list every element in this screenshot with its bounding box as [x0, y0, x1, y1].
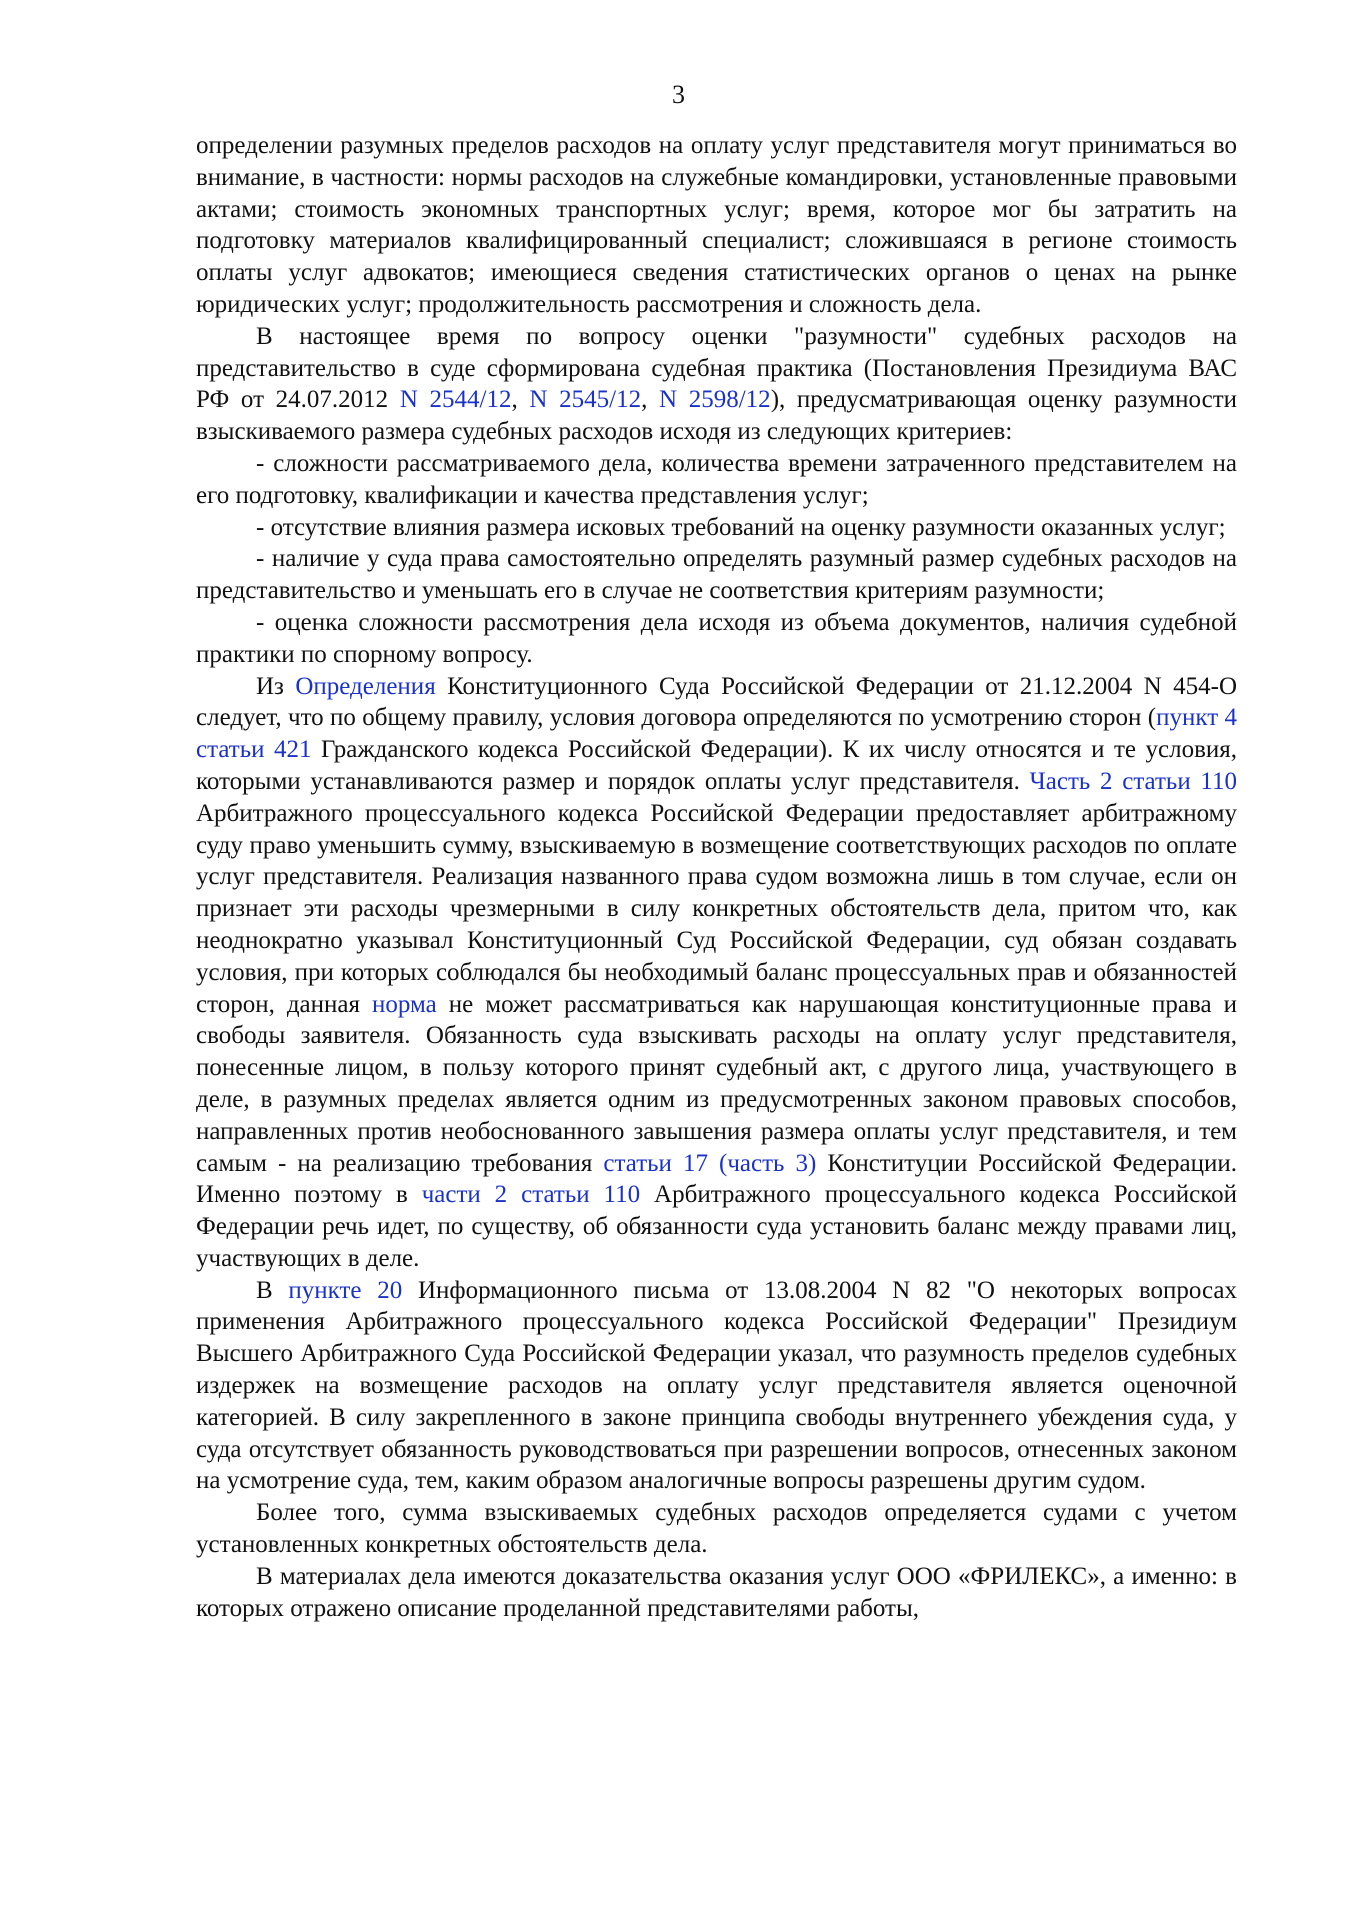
paragraph-text: - отсутствие влияния размера исковых требований на оценку разумности оказанных услуг;	[256, 513, 1226, 541]
paragraph-text: не может рассматриваться как нарушающая конституционные права и свободы заявителя. Обязанность суда взыскивать расходы на оплату услуг представителя, понесенные лицом, в пользу которого принят судебный акт, с другого лица, участвующего в деле, в разумных пределах является одним из предусмотренных законом правовых способов, направленных против необоснованного завышения размера оплаты услуг представителя, и тем самым - на реализацию требования	[196, 990, 1237, 1177]
paragraph-text: Конституционного Суда Российской Федерации от 21.12.2004 N 454-О следует, что по общему правилу, условия договора определяются по усмотрению сторон (	[196, 672, 1237, 732]
paragraph-text: Конституции Российской Федерации. Именно поэтому в	[196, 1149, 1237, 1209]
paragraph-p2	[196, 321, 1237, 448]
paragraph-text: ,	[641, 386, 660, 414]
paragraph-text: В материалах дела имеются доказательства оказания услуг ООО «ФРИЛЕКС», а именно: в которых отражено описание проделанной представителями работы,	[196, 1562, 1237, 1622]
paragraph-p8	[196, 1275, 1237, 1498]
legal-reference-link[interactable]: Часть 2 статьи 110	[1029, 767, 1237, 795]
paragraph-text: Гражданского кодекса Российской Федерации). К их числу относятся и те условия, которыми устанавливаются размер и порядок оплаты услуг представителя.	[196, 736, 1237, 795]
paragraph-p4	[196, 512, 1237, 544]
paragraph-text: - сложности рассматриваемого дела, количества времени затраченного представителем на его подготовку, квалификации и качества представления услуг;	[196, 449, 1237, 509]
paragraph-text: Информационного письма от 13.08.2004 N 82 "О некоторых вопросах применения Арбитражного процессуального кодекса Российской Федерации" Президиум Высшего Арбитражного Суда Российской Федерации указал, что разумность пределов судебных издержек на возмещение расходов на оплату услуг представителя является оценочной категорией. В силу закрепленного в законе принципа свободы внутреннего убеждения суда, у суда отсутствует обязанность руководствоваться при разрешении вопросов, отнесенных законом на усмотрение суда, тем, каким образом аналогичные вопросы разрешены другим судом.	[196, 1276, 1237, 1495]
paragraph-p9	[196, 1497, 1237, 1561]
legal-reference-link[interactable]: N 2544/12	[399, 386, 512, 414]
paragraph-text: ,	[511, 386, 530, 414]
paragraph-p7	[196, 671, 1237, 1275]
legal-reference-link[interactable]: статьи 17 (часть 3)	[603, 1149, 817, 1177]
paragraph-text: Арбитражного процессуального кодекса Российской Федерации предоставляет арбитражному суду право уменьшить сумму, взыскиваемую в возмещение соответствующих расходов по оплате услуг представителя. Реализация названного права судом возможна лишь в том случае, если он признает эти расходы чрезмерными в силу конкретных обстоятельств дела, притом что, как неоднократно указывал Конституционный Суд Российской Федерации, суд обязан создавать условия, при которых соблюдался бы необходимый баланс процессуальных прав и обязанностей сторон, данная	[196, 799, 1237, 1018]
paragraph-p10	[196, 1561, 1237, 1625]
legal-reference-link[interactable]: пункте 20	[288, 1276, 403, 1304]
paragraph-text: Более того, сумма взыскиваемых судебных расходов определяется судами с учетом установленных конкретных обстоятельств дела.	[196, 1499, 1237, 1559]
paragraph-text: - оценка сложности рассмотрения дела исходя из объема документов, наличия судебной практики по спорному вопросу.	[196, 608, 1237, 668]
paragraph-text: Из	[256, 672, 296, 700]
legal-reference-link[interactable]: норма	[372, 990, 437, 1018]
paragraph-text: В	[256, 1276, 289, 1304]
page-number: 3	[672, 80, 685, 109]
paragraph-p1	[196, 130, 1237, 321]
paragraph-text: ), предусматривающая оценку разумности взыскиваемого размера судебных расходов исходя из следующих критериев:	[196, 386, 1238, 446]
paragraph-p6	[196, 607, 1237, 671]
paragraph-p5	[196, 543, 1237, 607]
paragraph-text: определении разумных пределов расходов на оплату услуг представителя могут приниматься во внимание, в частности: нормы расходов на служебные командировки, установленные правовыми актами; стоимость экономных транспортных услуг; время, которое мог бы затратить на подготовку материалов квалифицированный специалист; сложившаяся в регионе стоимость оплаты услуг адвокатов; имеющиеся сведения статистических органов о ценах на рынке юридических услуг; продолжительность рассмотрения и сложность дела.	[196, 132, 1237, 318]
document-body	[196, 130, 1237, 1624]
paragraph-text: - наличие у суда права самостоятельно определять разумный размер судебных расходов на представительство и уменьшать его в случае не соответствия критериям разумности;	[196, 545, 1237, 605]
paragraph-text: В настоящее время по вопросу оценки "разумности" судебных расходов на представительство в суде сформирована судебная практика (Постановления Президиума ВАС РФ от 24.07.2012	[196, 322, 1237, 414]
legal-reference-link[interactable]: N 2545/12	[529, 386, 642, 414]
paragraph-p3	[196, 448, 1237, 512]
legal-reference-link[interactable]: N 2598/12	[659, 386, 771, 414]
legal-reference-link[interactable]: Определения	[295, 672, 436, 700]
paragraph-text: Арбитражного процессуального кодекса Российской Федерации речь идет, по существу, об обязанности суда установить баланс между правами лиц, участвующих в деле.	[196, 1181, 1238, 1272]
legal-reference-link[interactable]: пункт 4 статьи 421	[196, 704, 1237, 764]
legal-reference-link[interactable]: части 2 статьи 110	[421, 1181, 641, 1209]
